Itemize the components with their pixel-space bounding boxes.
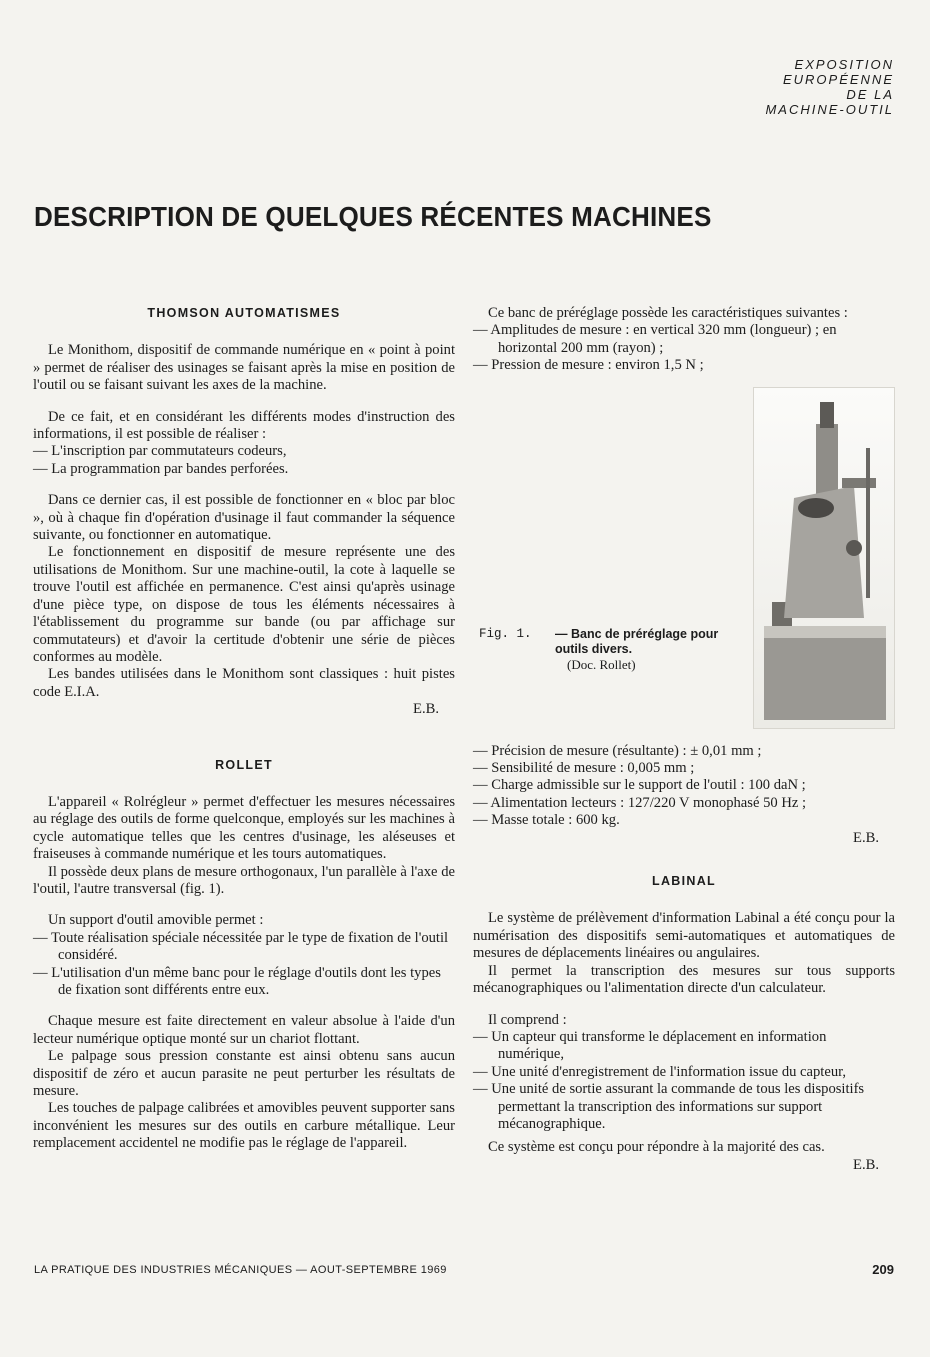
section-heading-thomson: THOMSON AUTOMATISMES <box>147 306 341 320</box>
paragraph: Le Monithom, dispositif de commande numérique en « point à point » permet de réaliser des usinages se faisant après la mise en position de l'outil ou se faisant suivant les axes de la machine. <box>33 342 455 394</box>
paragraph: Le fonctionnement en dispositif de mesure représente une des utilisations de Monithom. Sur une machine-outil, la cote à laquelle se trouve l'outil est affichée en permanence. C'est ainsi qu'après usinage d'une pièce type, on dispose de tous les éléments nécessaires à l'établissement du programme sur bande (ou par affichage sur commutateurs) et d'avoir la certitude d'obtenir une série de pièces conformes au modèle. <box>33 544 455 665</box>
bench-base <box>764 626 886 720</box>
list-item: — L'inscription par commutateurs codeurs, <box>33 443 287 460</box>
paragraph: Le palpage sous pression constante est ainsi obtenu sans aucun dispositif de zéro et aucun parasite ne peut perturber les résultats de mesure. <box>33 1048 455 1100</box>
figure-label: Fig. 1. <box>479 626 532 641</box>
section-tag-line: MACHINE-OUTIL <box>765 102 894 117</box>
list-item: — Charge admissible sur le support de l'outil : 100 daN ; <box>473 777 806 794</box>
list-item: — Précision de mesure (résultante) : ± 0,01 mm ; <box>473 742 762 759</box>
section-tag <box>765 57 894 117</box>
page-number: 209 <box>872 1262 894 1277</box>
paragraph: Il possède deux plans de mesure orthogonaux, l'un parallèle à l'axe de l'outil, l'autre transversal (fig. 1). <box>33 863 455 897</box>
signature: E.B. <box>413 701 439 718</box>
list-item: — Masse totale : 600 kg. <box>473 812 620 829</box>
hand-wheel <box>846 540 862 556</box>
vertical-rod <box>866 448 870 598</box>
optical-reader <box>798 498 834 518</box>
figure-caption-text: — Banc de préréglage pour outils divers. <box>555 626 719 656</box>
figure-caption <box>479 627 739 672</box>
paragraph: Les bandes utilisées dans le Monithom sont classiques : huit pistes code E.I.A. <box>33 666 455 700</box>
paragraph: De ce fait, et en considérant les différents modes d'instruction des informations, il est possible de réaliser : <box>33 408 455 443</box>
left-column <box>33 305 455 1153</box>
paragraph: Il permet la transcription des mesures sur tous supports mécanographiques ou l'alimentation directe d'un calculateur. <box>473 962 895 997</box>
paragraph: Dans ce dernier cas, il est possible de fonctionner en « bloc par bloc », où à chaque fin d'opération d'usinage il faut commander la séquence suivante, ou fonctionner en automatique. <box>33 492 455 544</box>
list-item: — Alimentation lecteurs : 127/220 V monophasé 50 Hz ; <box>473 794 807 811</box>
right-column <box>473 305 895 1174</box>
list-item: — La programmation par bandes perforées. <box>33 460 289 477</box>
paragraph: Ce banc de préréglage possède les caractéristiques suivantes : <box>488 305 848 321</box>
list-item: — Un capteur qui transforme le déplacement en information numérique, <box>473 1028 827 1063</box>
list-item: — Amplitudes de mesure : en vertical 320 mm (longueur) ; en horizontal 200 mm (rayon) ; <box>473 322 837 356</box>
paragraph: Chaque mesure est faite directement en valeur absolue à l'aide d'un lecteur numérique optique monté sur un chariot flottant. <box>33 1013 455 1047</box>
preset-bench-illustration <box>754 388 894 728</box>
paragraph: Le système de prélèvement d'information Labinal a été conçu pour la numérisation des dispositifs semi-automatiques et automatiques de mesures de déplacements linéaires ou angulaires. <box>473 910 895 962</box>
footer-journal: LA PRATIQUE DES INDUSTRIES MÉCANIQUES — AOUT-SEPTEMBRE 1969 <box>34 1264 447 1276</box>
list-item: — Sensibilité de mesure : 0,005 mm ; <box>473 760 695 777</box>
section-tag-line: EUROPÉENNE <box>782 72 894 87</box>
paragraph: Un support d'outil amovible permet : <box>48 912 264 929</box>
paragraph: Ce système est conçu pour répondre à la majorité des cas. <box>488 1139 825 1156</box>
section-heading-rollet: ROLLET <box>215 757 273 772</box>
bench-top <box>764 626 886 638</box>
list-item: — Une unité de sortie assurant la commande de tous les dispositifs permettant la transcription des informations sur support mécanographique. <box>473 1081 865 1132</box>
tool-arm <box>842 478 876 488</box>
section-tag-line: DE LA <box>846 87 894 102</box>
list-item: — Pression de mesure : environ 1,5 N ; <box>473 357 704 374</box>
list-item: — Toute réalisation spéciale nécessitée par le type de fixation de l'outil considéré. <box>33 929 449 964</box>
figure-credit: (Doc. Rollet) <box>567 656 636 672</box>
page-title: DESCRIPTION DE QUELQUES RÉCENTES MACHINES <box>34 201 712 232</box>
paragraph: L'appareil « Rolrégleur » permet d'effectuer les mesures nécessaires au réglage des outils de forme quelconque, employés sur les machines à cycle automatique telles que les centres d'usinage, les aléseuses et fraiseuses à commande numérique et les tours automatiques. <box>33 793 455 863</box>
figure-1 <box>473 381 895 743</box>
paragraph: Il comprend : <box>488 1011 567 1028</box>
bench-column-top <box>820 402 834 428</box>
section-heading-labinal: LABINAL <box>652 874 716 889</box>
machine-photo <box>753 387 895 729</box>
paragraph: Les touches de palpage calibrées et amovibles peuvent supporter sans inconvénient les mesures sur des outils en carbure métallique. Leur remplacement accidentel ne modifie pas le réglage de l'appareil. <box>33 1100 455 1152</box>
list-item: — Une unité d'enregistrement de l'information issue du capteur, <box>473 1063 847 1080</box>
section-tag-line: EXPOSITION <box>794 57 894 72</box>
signature: E.B. <box>853 829 879 846</box>
signature: E.B. <box>853 1156 879 1173</box>
list-item: — L'utilisation d'un même banc pour le réglage d'outils dont les types de fixation sont différents entre eux. <box>33 964 441 998</box>
